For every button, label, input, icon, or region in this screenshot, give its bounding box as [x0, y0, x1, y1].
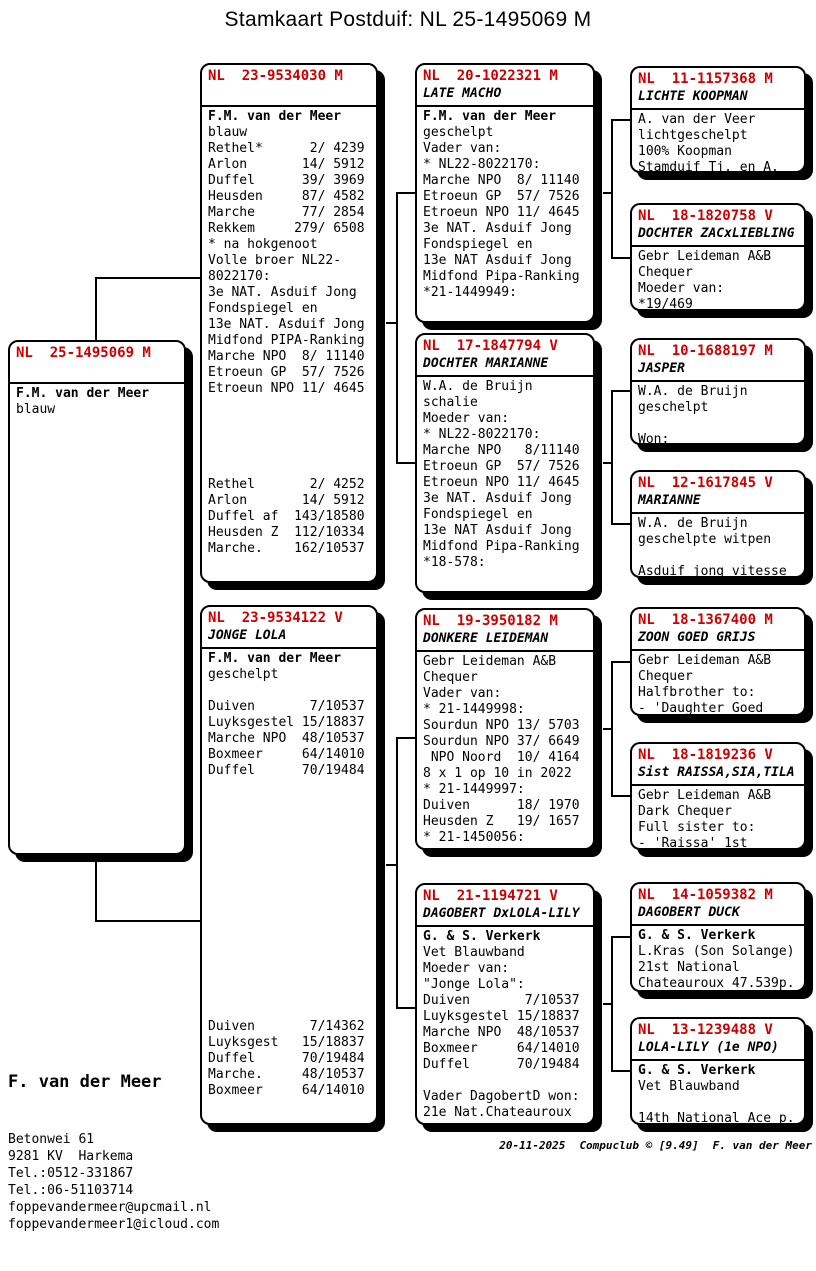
ring-number: NL 18-1367400 M — [638, 612, 773, 628]
ring-number: NL 25-1495069 M — [16, 345, 151, 361]
connector-line — [611, 661, 630, 663]
pedigree-text: G. & S. Verkerk Vet Blauwband Moeder van: "Jonge Lola": Duiven 7/10537 Luyksgestel 15/18837 Marche NPO 48/10537 Boxmeer 64/14010 Duffel 70/19484 Vader DagobertD won: 21e Nat.Chateauroux — [423, 929, 580, 1120]
ring-number: NL 23-9534122 V — [208, 610, 343, 626]
connector-line — [611, 936, 630, 938]
connector-line — [95, 855, 97, 922]
pedigree-text: G. & S. Verkerk Vet Blauwband 14th National Ace p. — [638, 1063, 795, 1126]
pigeon-name: MARIANNE — [638, 493, 701, 508]
connector-line — [95, 277, 97, 341]
pedigree-text: Gebr Leideman A&B Chequer Vader van: * 21-1449998: Sourdun NPO 13/ 5703 Sourdun NPO 37/ 6649 NPO Noord 10/ 4164 8 x 1 op 10 in 2022 * 21-1449997: Duiven 18/ 1970 Heusden Z 19/ 1657 * 21-1450056: — [423, 654, 580, 845]
pigeon-name: DOCHTER ZACxLIEBLING — [638, 226, 795, 241]
connector-line — [611, 1070, 630, 1072]
pedigree-box-g4-1 — [630, 66, 806, 173]
pedigree-box-dam — [200, 605, 378, 1125]
pigeon-name: JASPER — [638, 361, 685, 376]
pigeon-name: Sist RAISSA,SIA,TILA — [638, 765, 795, 780]
connector-line — [95, 920, 202, 922]
ring-number: NL 11-1157368 M — [638, 71, 773, 87]
pedigree-text: F.M. van der Meer blauw — [16, 386, 150, 417]
connector-line — [611, 523, 630, 525]
ring-number: NL 18-1820758 V — [638, 208, 773, 224]
connector-line — [95, 277, 202, 279]
footer-author: F. van der Meer — [712, 1139, 812, 1152]
pedigree-box-sire — [200, 63, 378, 583]
pedigree-box-dam-dam — [415, 883, 595, 1125]
pedigree-box-subject — [8, 340, 186, 855]
footer-program: Compuclub © [9.49] — [579, 1139, 699, 1152]
pedigree-text: Gebr Leideman A&B Chequer Moeder van: *19/469 — [638, 249, 772, 312]
connector-line — [396, 192, 398, 464]
connector-line — [611, 661, 613, 797]
owner-block — [8, 1033, 219, 1271]
pigeon-name: ZOON GOED GRIJS — [638, 630, 756, 645]
connector-line — [396, 1007, 415, 1009]
connector-line — [611, 119, 613, 259]
pedigree-text: W.A. de Bruijn geschelpte witpen Asduif jong vitesse — [638, 516, 787, 579]
ring-number: NL 13-1239488 V — [638, 1022, 773, 1038]
ring-number: NL 23-9534030 M — [208, 68, 343, 84]
connector-line — [611, 119, 630, 121]
pigeon-name: DONKERE LEIDEMAN — [423, 631, 549, 646]
connector-line — [611, 795, 630, 797]
pigeon-name: DAGOBERT DUCK — [638, 905, 740, 920]
pedigree-box-g4-4 — [630, 470, 806, 578]
connector-line — [611, 257, 630, 259]
pedigree-box-g4-6 — [630, 742, 806, 850]
ring-number: NL 21-1194721 V — [423, 888, 558, 904]
footer-date: 20-11-2025 — [499, 1139, 566, 1152]
pedigree-box-sire-sire — [415, 63, 595, 323]
ring-number: NL 17-1847794 V — [423, 338, 558, 354]
ring-number: NL 18-1819236 V — [638, 747, 773, 763]
pedigree-box-g4-7 — [630, 882, 806, 992]
ring-number: NL 14-1059382 M — [638, 887, 773, 903]
connector-line — [611, 390, 630, 392]
ring-number: NL 12-1617845 V — [638, 475, 773, 491]
pedigree-text: Gebr Leideman A&B Chequer Halfbrother to: - 'Daughter Goed — [638, 653, 772, 716]
pedigree-box-dam-sire — [415, 608, 595, 850]
pigeon-name: LICHTE KOOPMAN — [638, 89, 748, 104]
pedigree-text: W.A. de Bruijn geschelpt Won: — [638, 384, 748, 447]
pigeon-name: LATE MACHO — [423, 86, 502, 101]
connector-line — [396, 192, 415, 194]
pigeon-name: DAGOBERT DxLOLA-LILY — [423, 906, 580, 921]
pigeon-name — [16, 362, 178, 379]
pedigree-text: W.A. de Bruijn schalie Moeder van: * NL22-8022170: Marche NPO 8/11140 Etroeun GP 57/ 7526 Etroeun NPO 11/ 4645 3e NAT. Asduif Jong Fondspiegel en 13e NAT Asduif Jong Midfond Pipa-Ranking *18-578: — [423, 379, 580, 570]
pedigree-text: F.M. van der Meer geschelpt Vader van: * NL22-8022170: Marche NPO 8/ 11140 Etroeun GP 57/ 7526 Etroeun NPO 11/ 4645 3e NAT. Asduif Jong Fondspiegel en 13e NAT Asduif Jong Midfond Pipa-Ranking *21-1449949: — [423, 109, 580, 300]
pigeon-name: LOLA-LILY (1e NPO) — [638, 1040, 779, 1055]
pedigree-text: G. & S. Verkerk L.Kras (Son Solange) 21st National Chateauroux 47.539p. — [638, 928, 795, 991]
pedigree-text: F.M. van der Meer geschelpt Duiven 7/10537 Luyksgestel 15/18837 Marche NPO 48/10537 Boxmeer 64/14010 Duffel 70/19484 Duiven 7/14362 Luyksgest 15/18837 Duffel 70/19484 Marche. 48/10537 Boxmeer 64/14010 — [208, 651, 365, 1098]
pigeon-name: JONGE LOLA — [208, 628, 287, 643]
owner-contact-lines: Betonwei 61 9281 KV Harkema Tel.:0512-331867 Tel.:06-51103714 foppevandermeer@upcmail.nl foppevandermeer1@icloud.com — [8, 1132, 220, 1232]
pedigree-box-g4-5 — [630, 607, 806, 716]
ring-number: NL 20-1022321 M — [423, 68, 558, 84]
footer — [485, 1139, 812, 1152]
pigeon-name: DOCHTER MARIANNE — [423, 356, 549, 371]
connector-line — [611, 936, 613, 1072]
pedigree-box-g4-3 — [630, 338, 806, 445]
owner-name: F. van der Meer — [8, 1072, 162, 1092]
connector-line — [396, 737, 398, 1009]
pigeon-name — [208, 85, 370, 102]
connector-line — [611, 390, 613, 525]
pedigree-text: A. van der Veer lichtgeschelpt 100% Koopman Stamduif Tj. en A. — [638, 112, 779, 175]
pedigree-text: F.M. van der Meer blauw Rethel* 2/ 4239 Arlon 14/ 5912 Duffel 39/ 3969 Heusden 87/ 4582 Marche 77/ 2854 Rekkem 279/ 6508 * na hokgenoot Volle broer NL22- 8022170: 3e NAT. Asduif Jong Fondspiegel en 13e NAT. Asduif Jong Midfond PIPA-Ranking Marche NPO 8/ 11140 Etroeun GP 57/ 7526 Etroeun NPO 11/ 4645 Rethel 2/ 4252 Arlon 14/ 5912 Duffel af 143/18580 Heusden Z 112/10334 Marche. 162/10537 — [208, 109, 365, 556]
connector-line — [396, 737, 415, 739]
ring-number: NL 10-1688197 M — [638, 343, 773, 359]
connector-line — [396, 462, 415, 464]
pedigree-box-g4-2 — [630, 203, 806, 311]
pedigree-box-sire-dam — [415, 333, 595, 593]
page-title: Stamkaart Postduif: NL 25-1495069 M — [224, 8, 592, 31]
pedigree-box-g4-8 — [630, 1017, 806, 1125]
pedigree-text: Gebr Leideman A&B Dark Chequer Full sister to: - 'Raissa' 1st — [638, 788, 772, 851]
ring-number: NL 19-3950182 M — [423, 613, 558, 629]
